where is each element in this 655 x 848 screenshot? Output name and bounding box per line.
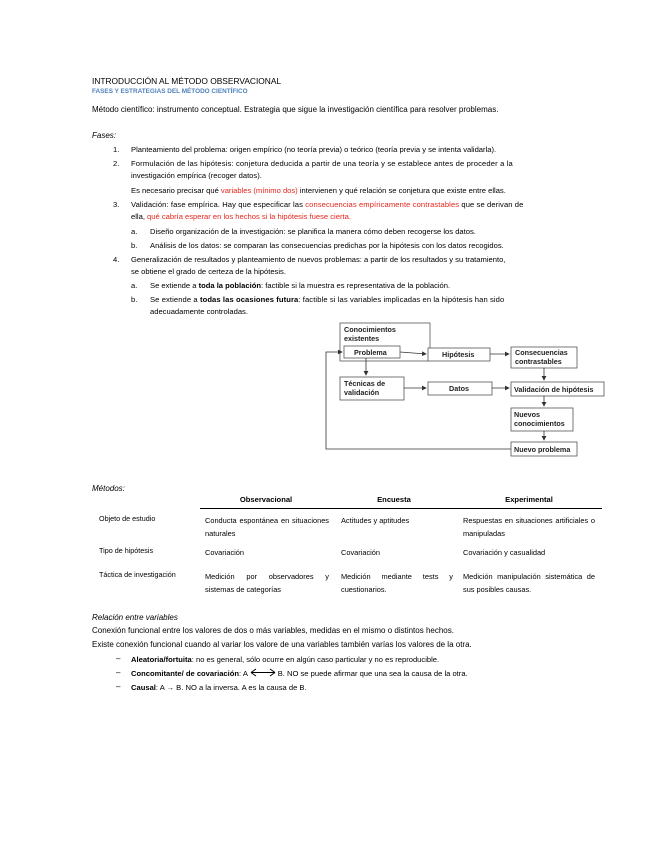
fase-3-line1 <box>131 199 523 210</box>
relacion-bullet-2-pre: : A <box>239 669 250 678</box>
relacion-bullet-3-bold: Causal <box>131 683 156 692</box>
fase-3-line1-post: que se derivan de <box>459 200 524 209</box>
nuevos-label-2: conocimientos <box>514 419 565 428</box>
fase-3-line2-pre: ella, <box>131 212 148 221</box>
intro-text: Método científico: instrumento conceptual. Estrategia que sigue la investigación científica para resolver problemas. <box>92 105 499 114</box>
fase-2-note <box>131 185 506 196</box>
consecuencias-label-2: contrastables <box>515 357 562 366</box>
fase-4-number: 4. <box>113 255 120 264</box>
relacion-heading: Relación entre variables <box>92 613 178 622</box>
table-header-rule <box>200 508 602 509</box>
cell-objeto-observacional: Conducta espontánea en situaciones naturales <box>205 516 329 538</box>
cell-objeto-experimental: Respuestas en situaciones artificiales o manipuladas <box>463 516 595 538</box>
metodos-heading: Métodos: <box>92 484 125 493</box>
row-label-tipo: Tipo de hipótesis <box>99 546 154 555</box>
relacion-bullet-1-bold: Aleatoria/fortuita <box>131 655 192 664</box>
cell-tipo-experimental: Covariación y casualidad <box>463 548 546 557</box>
relacion-bullet-1-dash: – <box>116 654 121 663</box>
fase-3-number: 3. <box>113 200 120 209</box>
fase-3b-text: Análisis de los datos: se comparan las consecuencias predichas por la hipótesis con los datos recogidos. <box>150 241 504 250</box>
relacion-bullet-2-bold: Concomitante/ de covariación <box>131 669 240 678</box>
relacion-bullet-2-post: B. NO se puede afirmar que una sea la causa de la otra. <box>275 669 468 678</box>
fase-4a-text <box>150 280 450 291</box>
relacion-bullet-1-text: : no es general, sólo ocurre en algún caso particular y no es reproducible. <box>191 655 440 664</box>
relacion-bullet-2-dash: – <box>116 668 121 677</box>
page-title: INTRODUCCIÓN AL MÉTODO OBSERVACIONAL <box>92 76 282 86</box>
fase-3-line1-pre: Validación: fase empírica. Hay que especificar las <box>131 200 306 209</box>
cell-tipo-encuesta: Covariación <box>341 548 381 557</box>
fase-2-note-post: intervienen y qué relación se conjetura que existe entre ellas. <box>297 186 506 195</box>
column-header-experimental: Experimental <box>505 495 553 504</box>
fase-3-line1-red: consecuencias empíricamente contrastables <box>305 200 460 209</box>
relacion-bullet-1 <box>131 654 439 665</box>
fase-3b-letter: b. <box>131 241 138 250</box>
column-header-encuesta: Encuesta <box>377 495 411 504</box>
fase-2-number: 2. <box>113 159 120 168</box>
fase-1-text: Planteamiento del problema: origen empírico (no teoría previa) o teórico (teoría previa y se intenta validarla). <box>131 145 497 154</box>
nuevo-problema-label: Nuevo problema <box>514 445 571 454</box>
section-subtitle: FASES Y ESTRATEGIAS DEL MÉTODO CIENTÍFICO <box>92 88 248 95</box>
fase-3a-letter: a. <box>131 227 138 236</box>
double-arrow-icon <box>250 668 276 677</box>
fase-4a-pre: Se extiende a <box>150 281 199 290</box>
fase-4b-line2: adecuadamente controladas. <box>150 307 248 316</box>
arrow-feedback-loop <box>326 352 511 449</box>
fase-3-line2-red: qué cabría esperar en los hechos si la hipótesis fuese cierta. <box>147 212 351 221</box>
fase-2-note-pre: Es necesario precisar qué <box>131 186 221 195</box>
tecnicas-label-1: Técnicas de <box>344 379 386 388</box>
cell-objeto-encuesta: Actitudes y aptitudes <box>341 516 410 525</box>
column-header-observacional: Observacional <box>239 495 293 504</box>
fase-2-note-red: variables (mínimo dos) <box>220 186 298 195</box>
consecuencias-label-1: Consecuencias <box>515 348 568 357</box>
conocimientos-label-1: Conocimientos <box>344 325 396 334</box>
fase-3a-text: Diseño organización de la investigación: se planifica la manera cómo deben recogerse los datos. <box>150 227 476 236</box>
row-label-objeto: Objeto de estudio <box>99 514 156 523</box>
relacion-line2: Existe conexión funcional cuando al variar los valore de una variables también varías los valores de la otra. <box>92 640 472 649</box>
problema-label: Problema <box>354 348 387 357</box>
relacion-bullet-3-dash: – <box>116 682 121 691</box>
relacion-bullet-2 <box>131 668 468 679</box>
scientific-method-diagram <box>318 320 608 462</box>
fase-2-line2: investigación empírica (recoger datos). <box>131 171 262 180</box>
right-arrow-icon: → <box>166 683 175 692</box>
relacion-bullet-3-post: B. NO a la inversa. A es la causa de B. <box>174 683 307 692</box>
fase-4b-bold: todas las ocasiones futura <box>199 295 299 304</box>
fase-4a-bold: toda la población <box>198 281 262 290</box>
relacion-line1: Conexión funcional entre los valores de dos o más variables, medidas en el mismo o distintos hechos. <box>92 626 454 635</box>
fase-4b-text <box>150 294 504 305</box>
nuevos-label-1: Nuevos <box>514 410 540 419</box>
fase-1-number: 1. <box>113 145 120 154</box>
cell-tactica-encuesta: Medición mediante tests y cuestionarios. <box>341 572 453 594</box>
fase-4-line1: Generalización de resultados y planteamiento de nuevos problemas: a partir de los resultados y su tratamiento, <box>131 255 506 264</box>
fase-4a-post: : factible si la muestra es representativa de la población. <box>261 281 451 290</box>
cell-tipo-observacional: Covariación <box>205 548 245 557</box>
relacion-bullet-3-pre: : A <box>155 683 167 692</box>
fase-4b-letter: b. <box>131 295 138 304</box>
fase-4a-letter: a. <box>131 281 138 290</box>
fase-3-line2 <box>131 211 351 222</box>
row-label-tactica: Táctica de investigación <box>99 570 176 579</box>
fase-4-line2: se obtiene el grado de certeza de la hipótesis. <box>131 267 286 276</box>
datos-label: Datos <box>449 384 469 393</box>
tecnicas-label-2: validación <box>344 388 380 397</box>
hipotesis-label: Hipótesis <box>442 350 475 359</box>
validacion-label: Validación de hipótesis <box>514 385 594 394</box>
conocimientos-label-2: existentes <box>344 334 380 343</box>
cell-tactica-observacional: Medición por observadores y sistemas de categorías <box>205 572 329 594</box>
fases-heading: Fases: <box>92 131 117 140</box>
fase-2-line1: Formulación de las hipótesis: conjetura deducida a partir de una teoría y se establece antes de proceder a la <box>131 159 513 168</box>
fase-4b-post: : factible si las variables implicadas en la hipótesis han sido <box>298 295 505 304</box>
relacion-bullet-3 <box>131 682 307 693</box>
fase-4b-pre: Se extiende a <box>150 295 200 304</box>
cell-tactica-experimental: Medición manipulación sistemática de sus posibles causas. <box>463 572 595 594</box>
